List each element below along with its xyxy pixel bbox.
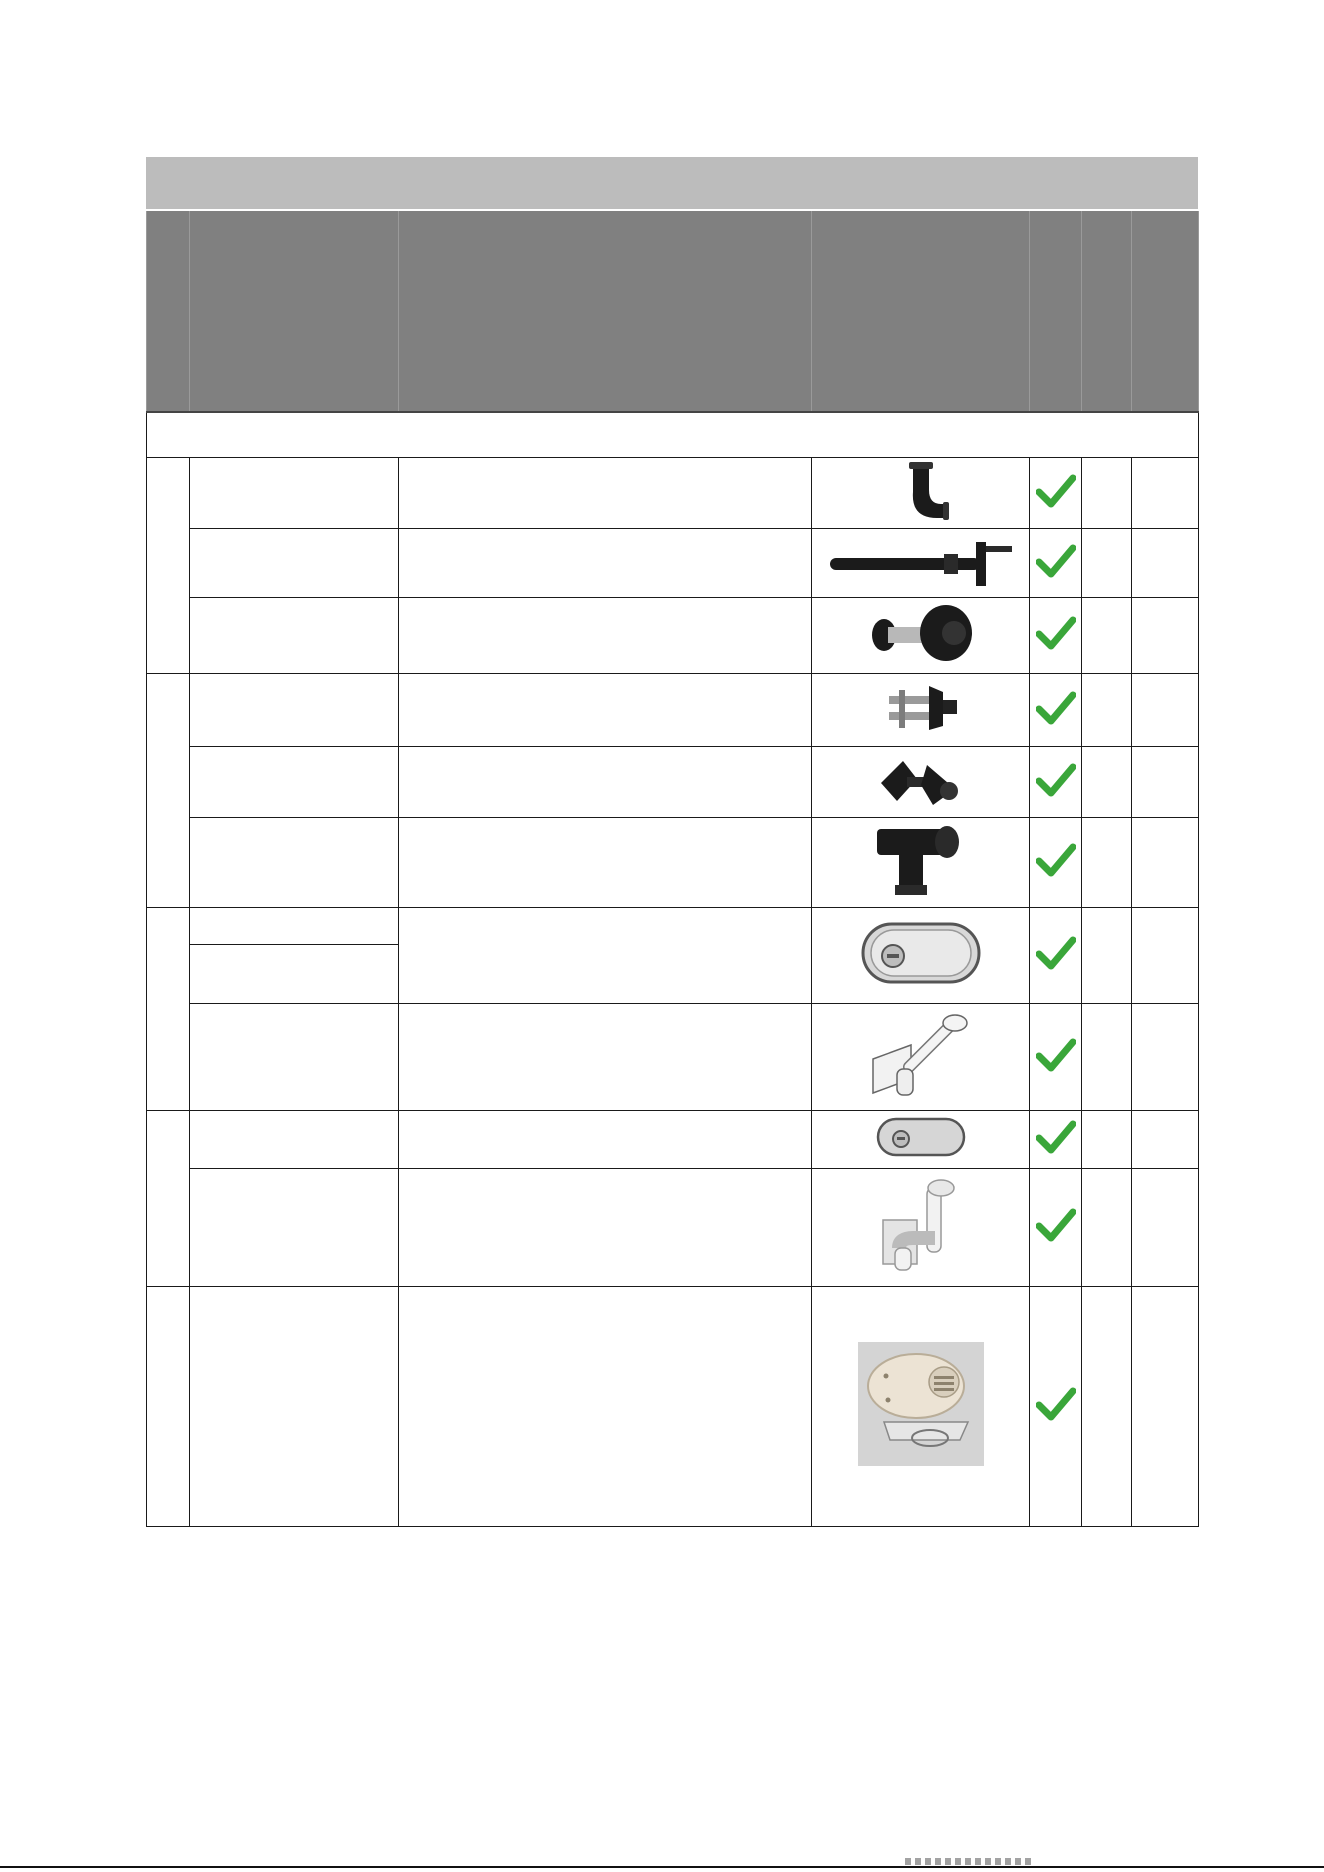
table-row [147, 818, 1199, 908]
part-name [190, 674, 399, 747]
white-periscope-kit-sketch-image [865, 1009, 977, 1101]
compat-cell-2 [1082, 1287, 1132, 1527]
product-image-cell [812, 908, 1030, 1004]
part-description [399, 818, 812, 908]
product-image-cell [812, 458, 1030, 529]
part-description [399, 598, 812, 674]
group-number [147, 1287, 190, 1527]
check-icon [1036, 763, 1076, 797]
part-name [190, 529, 399, 598]
compat-cell-3 [1132, 674, 1199, 747]
compat-cell-3 [1132, 747, 1199, 818]
table-row [147, 598, 1199, 674]
grey-oval-cover-large-image [859, 918, 983, 988]
part-name [190, 1004, 399, 1111]
compat-cell-3 [1132, 908, 1199, 1004]
check-icon [1036, 936, 1076, 970]
compat-cell-2 [1082, 529, 1132, 598]
compat-cell-1 [1030, 598, 1082, 674]
product-image-cell [812, 747, 1030, 818]
part-description [399, 1111, 812, 1169]
part-description [399, 747, 812, 818]
check-icon [1036, 544, 1076, 578]
col-header-compat-3 [1132, 211, 1199, 412]
group-number [147, 458, 190, 674]
compat-cell-1 [1030, 458, 1082, 529]
compat-cell-1 [1030, 908, 1082, 1004]
part-description [399, 1004, 812, 1111]
col-header-description [399, 211, 812, 412]
compat-cell-3 [1132, 1111, 1199, 1169]
col-header-compat-2 [1082, 211, 1132, 412]
compat-cell-1 [1030, 1111, 1082, 1169]
product-image-cell [812, 1004, 1030, 1111]
black-straight-flue-pipe-image [826, 532, 1016, 590]
compat-cell-3 [1132, 598, 1199, 674]
footer-scan-artifact [905, 1858, 1035, 1865]
col-header-number [147, 211, 190, 412]
part-description [399, 1287, 812, 1527]
table-row [147, 674, 1199, 747]
section-label [147, 412, 1199, 458]
white-periscope-kit-image [871, 1176, 971, 1274]
group-number [147, 1111, 190, 1287]
part-name [190, 945, 399, 1004]
compat-cell-2 [1082, 908, 1132, 1004]
compat-cell-2 [1082, 1004, 1132, 1111]
part-description [399, 458, 812, 529]
compat-cell-3 [1132, 458, 1199, 529]
part-description [399, 908, 812, 1004]
compat-cell-3 [1132, 529, 1199, 598]
check-icon [1036, 474, 1076, 508]
product-image-cell [812, 598, 1030, 674]
compat-cell-3 [1132, 1004, 1199, 1111]
table-row [147, 908, 1199, 945]
col-header-name [190, 211, 399, 412]
compat-cell-1 [1030, 747, 1082, 818]
table-title-band [146, 157, 1198, 211]
table-row [147, 529, 1199, 598]
compat-cell-3 [1132, 1169, 1199, 1287]
group-number [147, 674, 190, 908]
black-elbow-pipe-image [891, 460, 951, 522]
spec-table [146, 211, 1199, 1527]
table-row [147, 458, 1199, 529]
check-icon [1036, 691, 1076, 725]
check-icon [1036, 1387, 1076, 1421]
col-header-compat-1 [1030, 211, 1082, 412]
product-image-cell [812, 1111, 1030, 1169]
check-icon [1036, 1120, 1076, 1154]
compat-cell-1 [1030, 818, 1082, 908]
header-row [147, 211, 1199, 412]
compat-cell-3 [1132, 818, 1199, 908]
compat-cell-1 [1030, 1004, 1082, 1111]
part-name [190, 1287, 399, 1527]
compat-cell-2 [1082, 674, 1132, 747]
compat-cell-2 [1082, 598, 1132, 674]
section-row [147, 412, 1199, 458]
part-description [399, 529, 812, 598]
check-icon [1036, 616, 1076, 650]
compat-cell-2 [1082, 818, 1132, 908]
check-icon [1036, 1038, 1076, 1072]
black-tee-piece-image [875, 821, 967, 899]
compat-cell-2 [1082, 1111, 1132, 1169]
compat-cell-1 [1030, 1287, 1082, 1527]
group-number [147, 908, 190, 1111]
part-description [399, 1169, 812, 1287]
compat-cell-2 [1082, 458, 1132, 529]
table-row [147, 1004, 1199, 1111]
part-name [190, 908, 399, 945]
table-row [147, 747, 1199, 818]
part-name [190, 598, 399, 674]
product-image-cell [812, 674, 1030, 747]
beige-terminal-cover-photo-image [858, 1342, 984, 1466]
check-icon [1036, 1208, 1076, 1242]
table-row [147, 1169, 1199, 1287]
grey-oval-cover-small-image [875, 1115, 967, 1159]
footer-rule [0, 1866, 1324, 1868]
part-name [190, 747, 399, 818]
product-image-cell [812, 529, 1030, 598]
product-image-cell [812, 818, 1030, 908]
product-image-cell [812, 1287, 1030, 1527]
check-icon [1036, 843, 1076, 877]
part-name [190, 818, 399, 908]
black-terminal-with-wall-plate-image [866, 601, 976, 665]
compat-cell-1 [1030, 529, 1082, 598]
table-row [147, 1287, 1199, 1527]
part-name [190, 1111, 399, 1169]
twin-pipe-terminal-image [879, 682, 963, 734]
col-header-image [812, 211, 1030, 412]
part-name [190, 1169, 399, 1287]
compat-cell-1 [1030, 674, 1082, 747]
table-row [147, 1111, 1199, 1169]
black-wall-plate-kit-image [877, 753, 965, 807]
compat-cell-3 [1132, 1287, 1199, 1527]
part-description [399, 674, 812, 747]
compat-cell-1 [1030, 1169, 1082, 1287]
part-name [190, 458, 399, 529]
compat-cell-2 [1082, 1169, 1132, 1287]
product-image-cell [812, 1169, 1030, 1287]
compat-cell-2 [1082, 747, 1132, 818]
